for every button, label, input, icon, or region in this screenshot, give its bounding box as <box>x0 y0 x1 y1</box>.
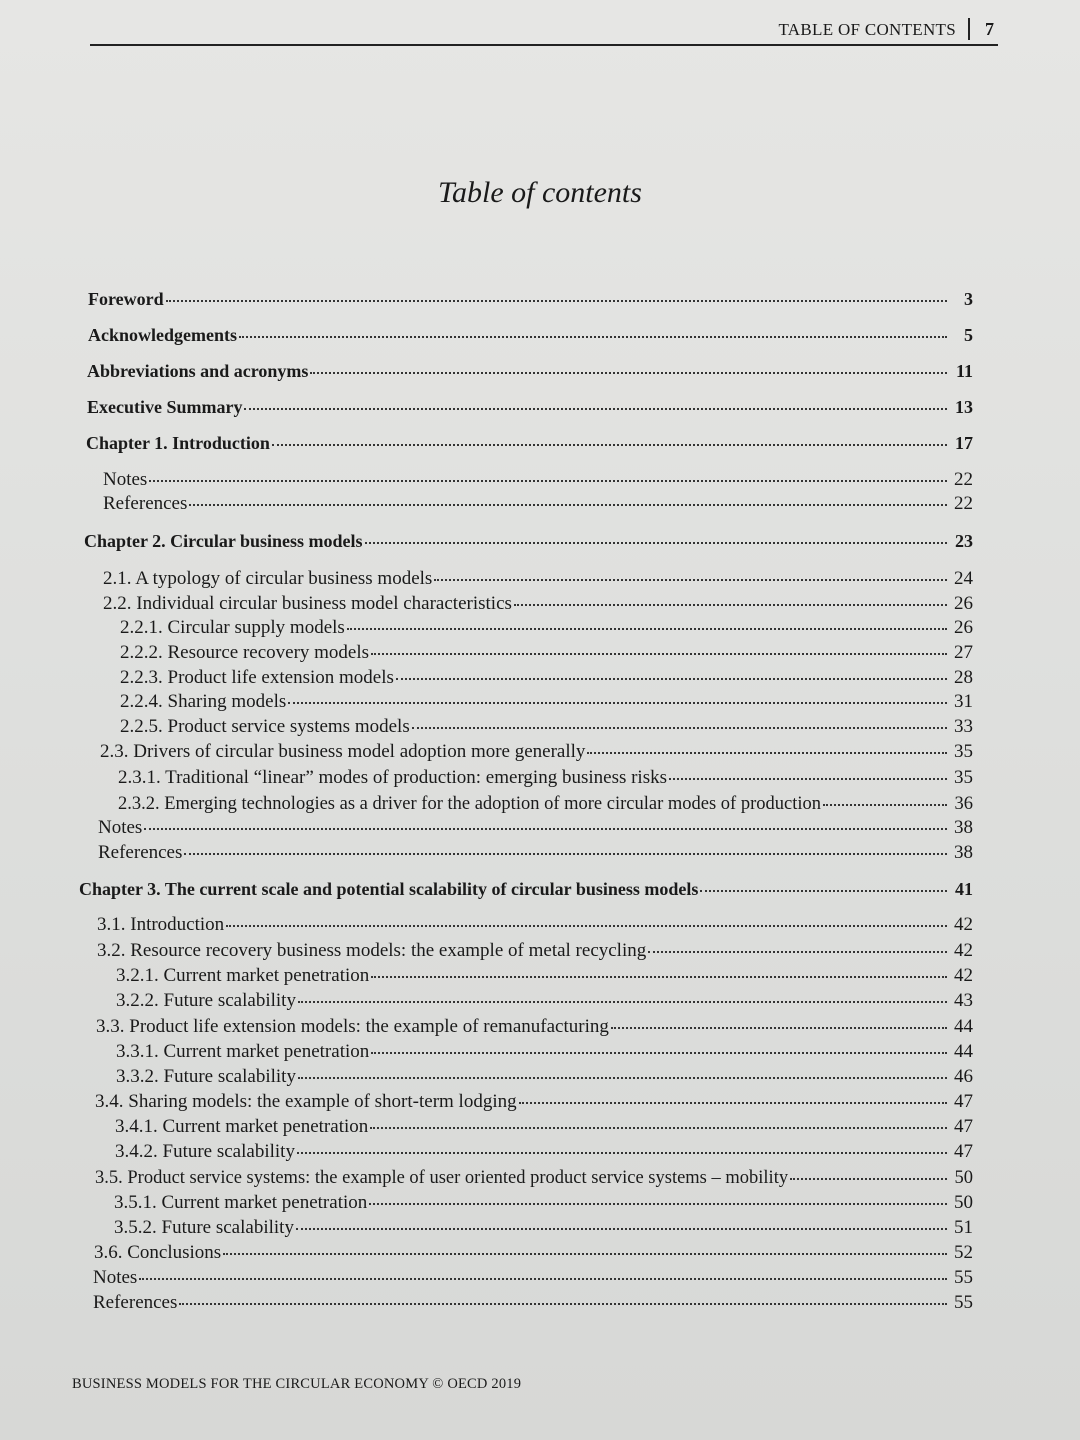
toc-entry-page: 31 <box>954 691 973 712</box>
toc-entry-label: 2.3.1. Traditional “linear” modes of production: emerging business risks <box>118 767 667 788</box>
toc-entry-page: 43 <box>954 990 973 1011</box>
toc-entry-page: 47 <box>954 1091 973 1112</box>
dot-leader <box>149 460 947 482</box>
toc-entry-page: 42 <box>954 965 973 986</box>
toc-entry-page: 5 <box>964 325 973 345</box>
toc-entry-page: 46 <box>954 1066 973 1087</box>
toc-entry-page: 33 <box>954 716 973 737</box>
toc-entry[interactable] <box>114 1211 973 1238</box>
toc-entry-page: 47 <box>954 1141 973 1162</box>
toc-entry-label: References <box>93 1292 178 1313</box>
toc-entry-page: 50 <box>954 1192 973 1213</box>
toc-entry-page: 44 <box>954 1041 973 1062</box>
toc-entry-page: 24 <box>954 568 973 589</box>
toc-entry-label: 2.2.2. Resource recovery models <box>120 642 370 663</box>
toc-entry-page: 42 <box>954 940 973 961</box>
page-footer: BUSINESS MODELS FOR THE CIRCULAR ECONOMY © OECD 2019 <box>72 1376 522 1392</box>
toc-entry-label: 3.2.2. Future scalability <box>116 990 296 1011</box>
dot-leader <box>371 956 947 978</box>
toc-entry[interactable] <box>116 1060 973 1087</box>
toc-entry-label: Abbreviations and acronyms <box>87 361 309 381</box>
toc-entry-label: 3.3. Product life extension models: the example of remanufacturing <box>96 1016 609 1037</box>
toc-entry-label: Chapter 3. The current scale and potential scalability of circular business models <box>79 879 699 899</box>
toc-entry-label: 3.5.1. Current market penetration <box>114 1192 368 1213</box>
toc-entry[interactable] <box>114 1186 973 1213</box>
dot-leader <box>296 1208 947 1230</box>
toc-entry-page: 22 <box>954 469 973 490</box>
toc-entry-page: 52 <box>954 1242 973 1263</box>
dot-leader <box>310 352 947 374</box>
toc-entry[interactable] <box>98 836 973 863</box>
toc-entry-page: 38 <box>954 817 973 838</box>
dot-leader <box>648 931 947 953</box>
dot-leader <box>244 388 947 410</box>
toc-entry-label: 2.2. Individual circular business model characteristics <box>103 593 512 614</box>
toc-entry[interactable] <box>100 735 973 762</box>
toc-entry[interactable] <box>97 934 973 961</box>
toc-entry[interactable] <box>88 283 973 307</box>
toc-entry-page: 50 <box>954 1168 973 1188</box>
toc-entry[interactable] <box>115 1110 973 1137</box>
toc-entry-page: 26 <box>954 617 973 638</box>
dot-leader <box>587 732 947 754</box>
toc-entry-page: 26 <box>954 593 973 614</box>
dot-leader <box>514 584 947 606</box>
dot-leader <box>434 559 947 581</box>
dot-leader <box>369 1183 947 1205</box>
toc-entry-page: 51 <box>954 1217 973 1238</box>
toc-entry-page: 55 <box>954 1292 973 1313</box>
toc-entry-label: Executive Summary <box>87 397 243 417</box>
toc-entry[interactable] <box>103 562 973 589</box>
toc-entry-page: 17 <box>955 433 973 453</box>
toc-entry[interactable] <box>97 908 973 935</box>
toc-entry[interactable] <box>96 1010 973 1037</box>
toc-entry-page: 3 <box>964 289 973 309</box>
page-title: Table of contents <box>438 176 642 209</box>
toc-entry[interactable] <box>84 525 973 549</box>
dot-leader <box>144 808 947 830</box>
toc-entry-label: 2.2.3. Product life extension models <box>120 667 394 688</box>
toc-entry[interactable] <box>120 611 973 638</box>
toc-entry-label: 3.5.2. Future scalability <box>114 1217 294 1238</box>
dot-leader <box>790 1158 947 1180</box>
toc-entry-page: 13 <box>955 397 973 417</box>
toc-entry[interactable] <box>94 1236 973 1263</box>
toc-entry[interactable] <box>120 685 973 712</box>
dot-leader <box>371 1032 947 1054</box>
toc-entry[interactable] <box>79 873 973 897</box>
dot-leader <box>611 1007 947 1029</box>
toc-entry-label: 3.5. Product service systems: the example of user oriented product service systems – mobility <box>95 1168 789 1188</box>
dot-leader <box>184 833 947 855</box>
toc-entry-label: 3.2.1. Current market penetration <box>116 965 370 986</box>
dot-leader <box>371 633 947 655</box>
dot-leader <box>297 1132 947 1154</box>
toc-entry[interactable] <box>87 355 973 379</box>
toc-entry-page: 22 <box>954 493 973 514</box>
toc-entry-label: References <box>98 842 183 863</box>
toc-entry-label: Acknowledgements <box>88 325 237 345</box>
toc-entry-page: 42 <box>954 914 973 935</box>
dot-leader <box>298 1057 947 1079</box>
toc-entry-page: 28 <box>954 667 973 688</box>
toc-entry-label: 2.3.2. Emerging technologies as a driver for the adoption of more circular modes of production <box>118 794 821 814</box>
toc-entry-label: 3.2. Resource recovery business models: the example of metal recycling <box>97 940 647 961</box>
running-title: TABLE OF CONTENTS <box>778 20 956 39</box>
toc-entry[interactable] <box>116 984 973 1011</box>
toc-entry-page: 44 <box>954 1016 973 1037</box>
toc-entry-label: Notes <box>103 469 148 490</box>
toc-entry-page: 55 <box>954 1267 973 1288</box>
dot-leader <box>298 981 947 1003</box>
toc-entry[interactable] <box>95 1161 973 1188</box>
toc-entry[interactable] <box>115 1135 973 1162</box>
dot-leader <box>396 658 947 680</box>
toc-entry[interactable] <box>87 391 973 415</box>
dot-leader <box>166 280 947 302</box>
toc-entry-label: 3.3.2. Future scalability <box>116 1066 296 1087</box>
toc-entry-page: 35 <box>954 741 973 762</box>
dot-leader <box>179 1283 947 1305</box>
toc-entry-label: Chapter 1. Introduction <box>86 433 270 453</box>
toc-entry-page: 47 <box>954 1116 973 1137</box>
toc-entry-label: 2.1. A typology of circular business models <box>103 568 433 589</box>
toc-entry-label: Notes <box>98 817 143 838</box>
dot-leader <box>272 424 947 446</box>
toc-entry-page: 27 <box>954 642 973 663</box>
header-page-number: 7 <box>985 19 994 39</box>
toc-entry[interactable] <box>88 319 973 343</box>
dot-leader <box>700 870 947 892</box>
dot-leader <box>365 522 947 544</box>
toc-entry-label: 2.2.4. Sharing models <box>120 691 287 712</box>
dot-leader <box>288 682 947 704</box>
toc-entry-page: 35 <box>954 767 973 788</box>
dot-leader <box>223 1233 947 1255</box>
toc-entry-label: Notes <box>93 1267 138 1288</box>
dot-leader <box>519 1082 947 1104</box>
toc-entry[interactable] <box>93 1286 973 1313</box>
toc-entry[interactable] <box>95 1085 973 1112</box>
toc-entry-label: 2.2.5. Product service systems models <box>120 716 410 737</box>
toc-entry[interactable] <box>116 1035 973 1062</box>
toc-entry-label: References <box>103 493 188 514</box>
toc-entry-label: 3.6. Conclusions <box>94 1242 222 1263</box>
dot-leader <box>189 484 947 506</box>
dot-leader <box>412 707 947 729</box>
toc-entry-page: 11 <box>955 361 973 381</box>
toc-entry-label: 3.4. Sharing models: the example of short-term lodging <box>95 1091 517 1112</box>
dot-leader <box>239 316 947 338</box>
toc-entry-page: 38 <box>954 842 973 863</box>
dot-leader <box>370 1107 947 1129</box>
toc-entry[interactable] <box>93 1261 973 1288</box>
toc-entry-label: Chapter 2. Circular business models <box>84 531 363 551</box>
toc-entry-label: 3.1. Introduction <box>97 914 225 935</box>
dot-leader <box>139 1258 947 1280</box>
dot-leader <box>226 905 947 927</box>
dot-leader <box>347 608 947 630</box>
toc-entry-label: 3.4.2. Future scalability <box>115 1141 295 1162</box>
toc-entry[interactable] <box>118 761 973 788</box>
toc-entry-page: 41 <box>955 879 973 899</box>
toc-entry[interactable] <box>116 959 973 986</box>
toc-entry[interactable] <box>103 487 973 514</box>
toc-entry-label: Foreword <box>88 289 164 309</box>
toc-entry-label: 2.2.1. Circular supply models <box>120 617 345 638</box>
toc-entry[interactable] <box>120 710 973 737</box>
toc-entry[interactable] <box>98 811 973 838</box>
toc-entry-label: 2.3. Drivers of circular business model adoption more generally <box>100 741 586 762</box>
dot-leader <box>669 758 947 780</box>
toc-entry[interactable] <box>86 427 973 451</box>
toc-entry-page: 23 <box>955 531 973 551</box>
toc-entry-page: 36 <box>954 794 973 814</box>
toc-entry-label: 3.3.1. Current market penetration <box>116 1041 370 1062</box>
dot-leader <box>823 784 947 806</box>
toc-entry-label: 3.4.1. Current market penetration <box>115 1116 369 1137</box>
toc-entry[interactable] <box>120 636 973 663</box>
